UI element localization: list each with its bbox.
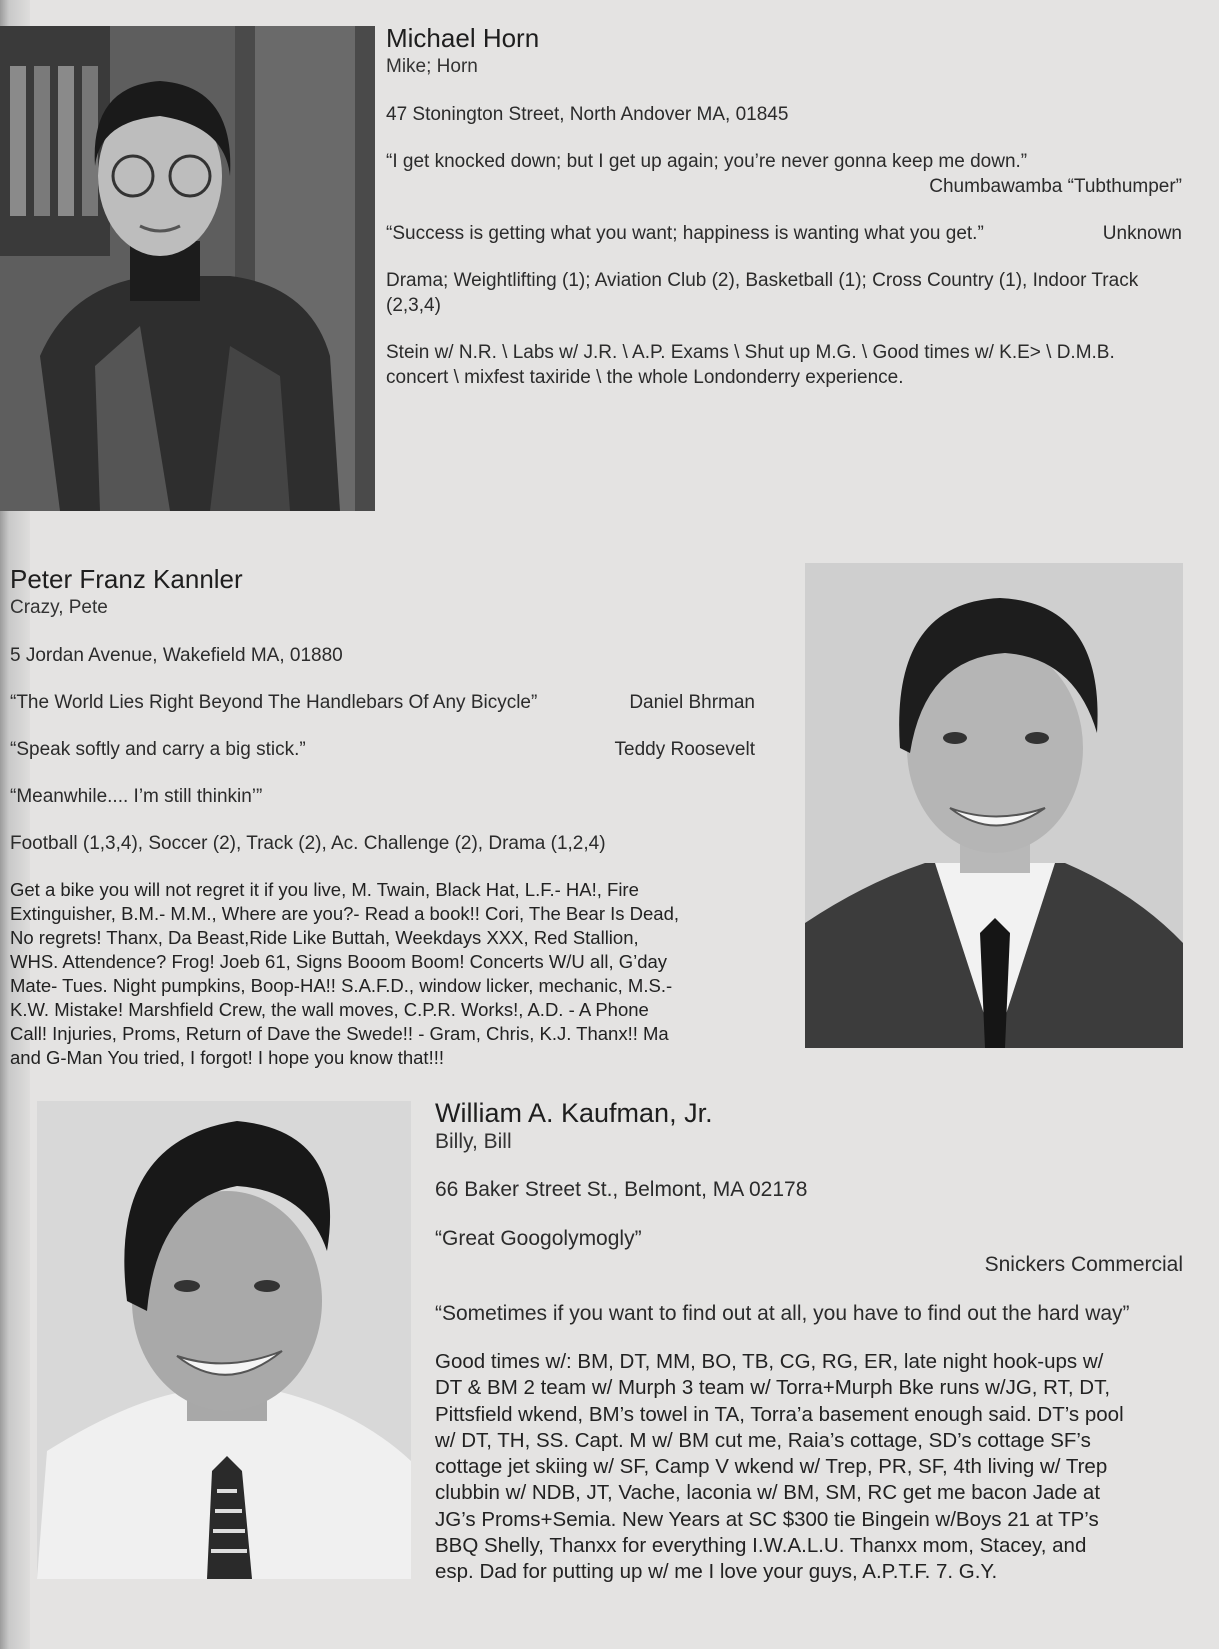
quote-attribution: Teddy Roosevelt <box>614 739 755 760</box>
memory-line: Extinguisher, B.M.- M.M., Where are you?- Read a book!! Cori, The Bear Is Dead, <box>10 903 680 924</box>
memory-line: Good times w/: BM, DT, MM, BO, TB, CG, RG, ER, late night hook-ups w/ <box>435 1350 1104 1373</box>
memory-line: WHS. Attendence? Frog! Joeb 61, Signs Booom Boom! Concerts W/U all, G’day <box>10 951 668 972</box>
memory-line: DT & BM 2 team w/ Murph 3 team w/ Torra+Murph Bke runs w/JG, RT, DT, <box>435 1376 1111 1400</box>
quote-text: “Speak softly and carry a big stick.” <box>10 739 306 760</box>
entry-peter-kannler <box>10 563 755 1070</box>
student-activities: Football (1,3,4), Soccer (2), Track (2), Ac. Challenge (2), Drama (1,2,4) <box>10 833 606 854</box>
memory-line: and G-Man You tried, I forgot! I hope you know that!!! <box>10 1047 444 1068</box>
student-address: 66 Baker Street St., Belmont, MA 02178 <box>435 1178 808 1201</box>
memory-line: Call! Injuries, Proms, Return of Dave the Swede!! - Gram, Chris, K.J. Thanx!! Ma <box>10 1023 669 1044</box>
quote-attribution: Chumbawamba “Tubthumper” <box>929 176 1182 197</box>
memory-line: Mate- Tues. Night pumpkins, Boop-HA!! S.A.F.D., window licker, mechanic, M.S.- <box>10 975 673 996</box>
quote-row <box>386 221 1182 246</box>
memory-line: JG’s Proms+Semia. New Years at SC $300 tie Bingein w/Boys 21 at TP’s <box>435 1507 1099 1531</box>
entry-william-kaufman <box>435 1097 1183 1586</box>
student-memories <box>10 878 755 1070</box>
memory-line: cottage jet skiing w/ SF, Camp V wkend w/ Trep, PR, SF, 4th living w/ Trep <box>435 1455 1108 1479</box>
student-memories <box>435 1349 1183 1586</box>
portrait-photo-michael-horn <box>0 26 375 511</box>
student-activities: Drama; Weightlifting (1); Aviation Club (2), Basketball (1); Cross Country (1), Indoor Track (2,3,4) <box>386 270 1139 316</box>
student-name: William A. Kaufman, Jr. <box>435 1098 713 1128</box>
quote-text: “The World Lies Right Beyond The Handlebars Of Any Bicycle” <box>10 692 538 713</box>
memory-line: esp. Dad for putting up w/ me I love your guys, A.P.T.F. 7. G.Y. <box>435 1560 998 1584</box>
quote-text: “Great Googolymogly” <box>435 1226 642 1250</box>
quote-attribution: Snickers Commercial <box>984 1253 1183 1276</box>
student-name: Peter Franz Kannler <box>10 564 243 594</box>
student-memories: Stein w/ N.R. \ Labs w/ J.R. \ A.P. Exams \ Shut up M.G. \ Good times w/ K.E> \ D.M.B. concert \ mixfest taxiride \ the whole Londonderry experience. <box>386 342 1115 388</box>
student-name: Michael Horn <box>386 23 540 53</box>
quote-row <box>10 690 755 715</box>
quote-attribution: Unknown <box>1102 223 1182 244</box>
quote-row <box>10 737 755 762</box>
quote-attribution: Daniel Bhrman <box>629 692 755 713</box>
quote-text: “I get knocked down; but I get up again; you’re never gonna keep me down.” <box>386 151 1028 172</box>
student-nicknames: Crazy, Pete <box>10 597 108 618</box>
portrait-photo-peter-kannler <box>805 563 1183 1048</box>
entry-michael-horn <box>386 22 1182 390</box>
student-address: 47 Stonington Street, North Andover MA, 01845 <box>386 104 789 125</box>
student-address: 5 Jordan Avenue, Wakefield MA, 01880 <box>10 645 343 666</box>
portrait-photo-william-kaufman <box>37 1101 411 1579</box>
memory-line: BBQ Shelly, Thanxx for everything I.W.A.L.U. Thanxx mom, Stacey, and <box>435 1534 1087 1558</box>
student-nicknames: Billy, Bill <box>435 1130 512 1153</box>
memory-line: Get a bike you will not regret it if you live, M. Twain, Black Hat, L.F.- HA!, Fire <box>10 879 639 900</box>
quote-text: “Sometimes if you want to find out at all, you have to find out the hard way” <box>435 1301 1130 1325</box>
student-nicknames: Mike; Horn <box>386 56 478 77</box>
quote-text: “Success is getting what you want; happiness is wanting what you get.” <box>386 223 984 244</box>
memory-line: K.W. Mistake! Marshfield Crew, the wall moves, C.P.R. Works!, A.D. - A Phone <box>10 999 649 1020</box>
memory-line: w/ DT, TH, SS. Capt. M w/ BM cut me, Raia’s cottage, SD’s cottage SF’s <box>435 1428 1091 1452</box>
memory-line: No regrets! Thanx, Da Beast,Ride Like Buttah, Weekdays XXX, Red Stallion, <box>10 927 639 948</box>
memory-line: clubbin w/ NDB, JT, Vache, laconia w/ BM, SM, RC get me bacon Jade at <box>435 1481 1101 1505</box>
quote-text: “Meanwhile.... I’m still thinkin’” <box>10 786 263 807</box>
memory-line: Pittsfield wkend, BM’s towel in TA, Torra’a basement enough said. DT’s pool <box>435 1402 1124 1426</box>
